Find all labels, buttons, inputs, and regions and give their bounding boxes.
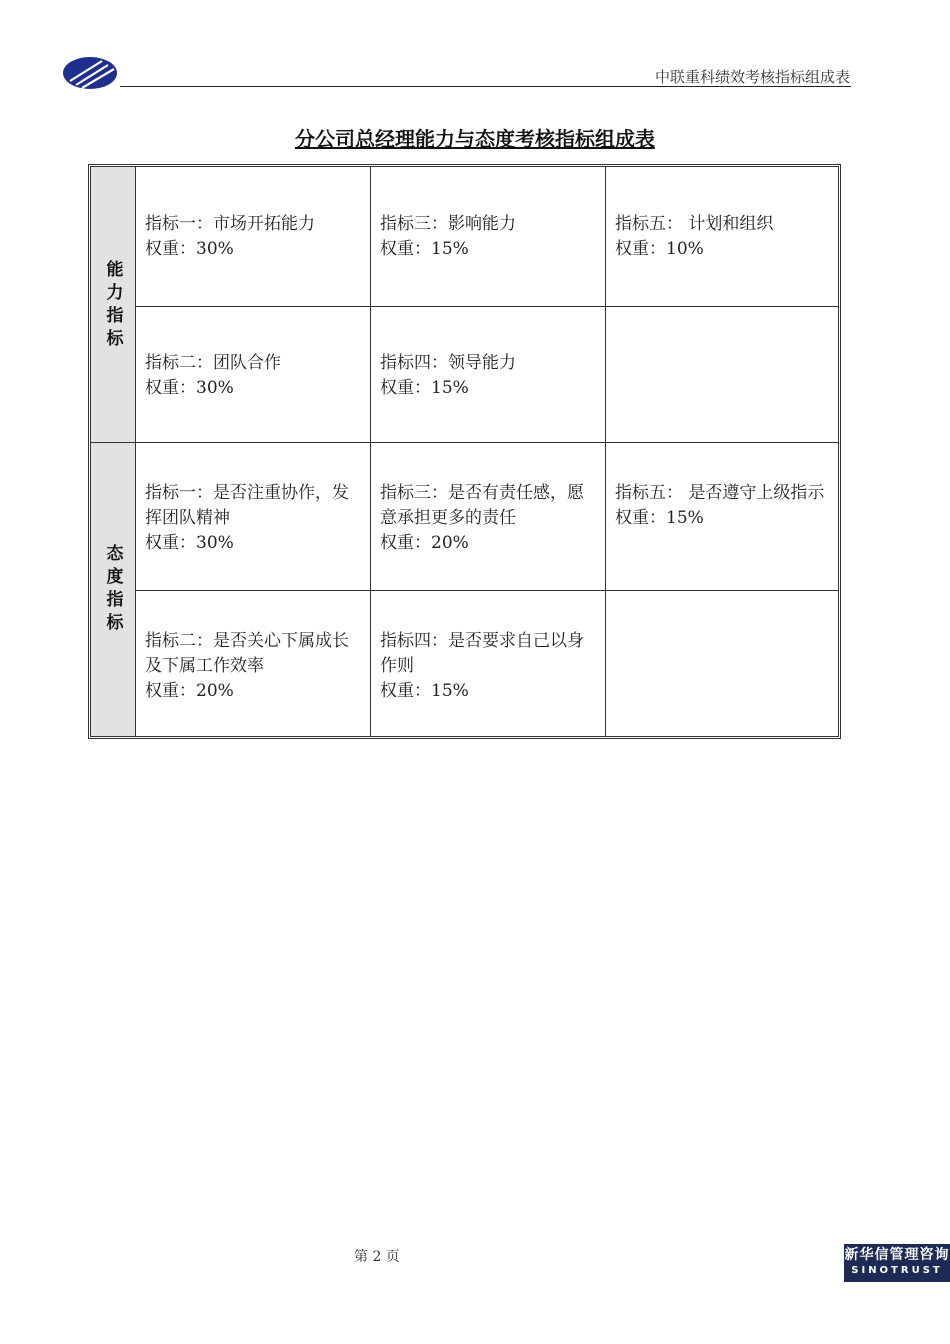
indicator-name: 指标五： 是否遵守上级指示 <box>615 483 825 503</box>
company-logo-icon <box>62 55 118 91</box>
indicator-name: 指标三：影响能力 <box>380 214 516 234</box>
indicator-name: 指标五： 计划和组织 <box>615 214 774 234</box>
indicator-weight: 权重：15% <box>380 378 469 398</box>
category-label: 态度指标 <box>102 544 123 636</box>
empty-cell <box>606 306 838 442</box>
indicator-weight: 权重：15% <box>380 681 469 701</box>
indicator-name: 指标三：是否有责任感，愿意承担更多的责任 <box>380 483 584 528</box>
brand-name-cn: 新华信管理咨询 <box>844 1247 950 1263</box>
indicator-cell <box>136 167 370 306</box>
indicator-cell <box>606 443 838 590</box>
indicator-name: 指标四：领导能力 <box>380 353 516 373</box>
indicator-cell <box>136 306 370 442</box>
indicator-cell <box>371 443 605 590</box>
indicator-name: 指标一：是否注重协作，发挥团队精神 <box>145 483 349 528</box>
indicator-weight: 权重：30% <box>145 239 234 259</box>
indicator-cell <box>371 591 605 736</box>
indicator-name: 指标一：市场开拓能力 <box>145 214 315 234</box>
indicator-weight: 权重：15% <box>615 508 704 528</box>
category-attitude <box>91 444 136 736</box>
page-number: 第 2 页 <box>354 1249 400 1265</box>
indicator-cell <box>606 167 838 306</box>
indicator-name: 指标二：团队合作 <box>145 353 281 373</box>
indicator-weight: 权重：30% <box>145 533 234 553</box>
indicator-cell <box>136 591 370 736</box>
indicator-weight: 权重：30% <box>145 378 234 398</box>
document-title: 分公司总经理能力与态度考核指标组成表 <box>295 127 655 151</box>
indicator-weight: 权重：15% <box>380 239 469 259</box>
indicator-cell <box>371 167 605 306</box>
header-title: 中联重科绩效考核指标组成表 <box>654 68 850 86</box>
indicator-weight: 权重：20% <box>380 533 469 553</box>
header-divider <box>120 86 851 87</box>
indicator-cell <box>371 306 605 442</box>
category-ability <box>91 167 136 444</box>
indicator-weight: 权重：20% <box>145 681 234 701</box>
indicator-cell <box>136 443 370 590</box>
brand-name-en: SINOTRUST <box>851 1265 943 1276</box>
category-label: 能力指标 <box>102 259 123 352</box>
sinotrust-brand-badge <box>844 1244 950 1282</box>
indicator-weight: 权重：10% <box>615 239 704 259</box>
indicator-name: 指标四：是否要求自己以身作则 <box>380 631 584 676</box>
indicator-name: 指标二：是否关心下属成长及下属工作效率 <box>145 631 349 676</box>
empty-cell <box>606 591 838 736</box>
indicator-table <box>88 164 841 739</box>
